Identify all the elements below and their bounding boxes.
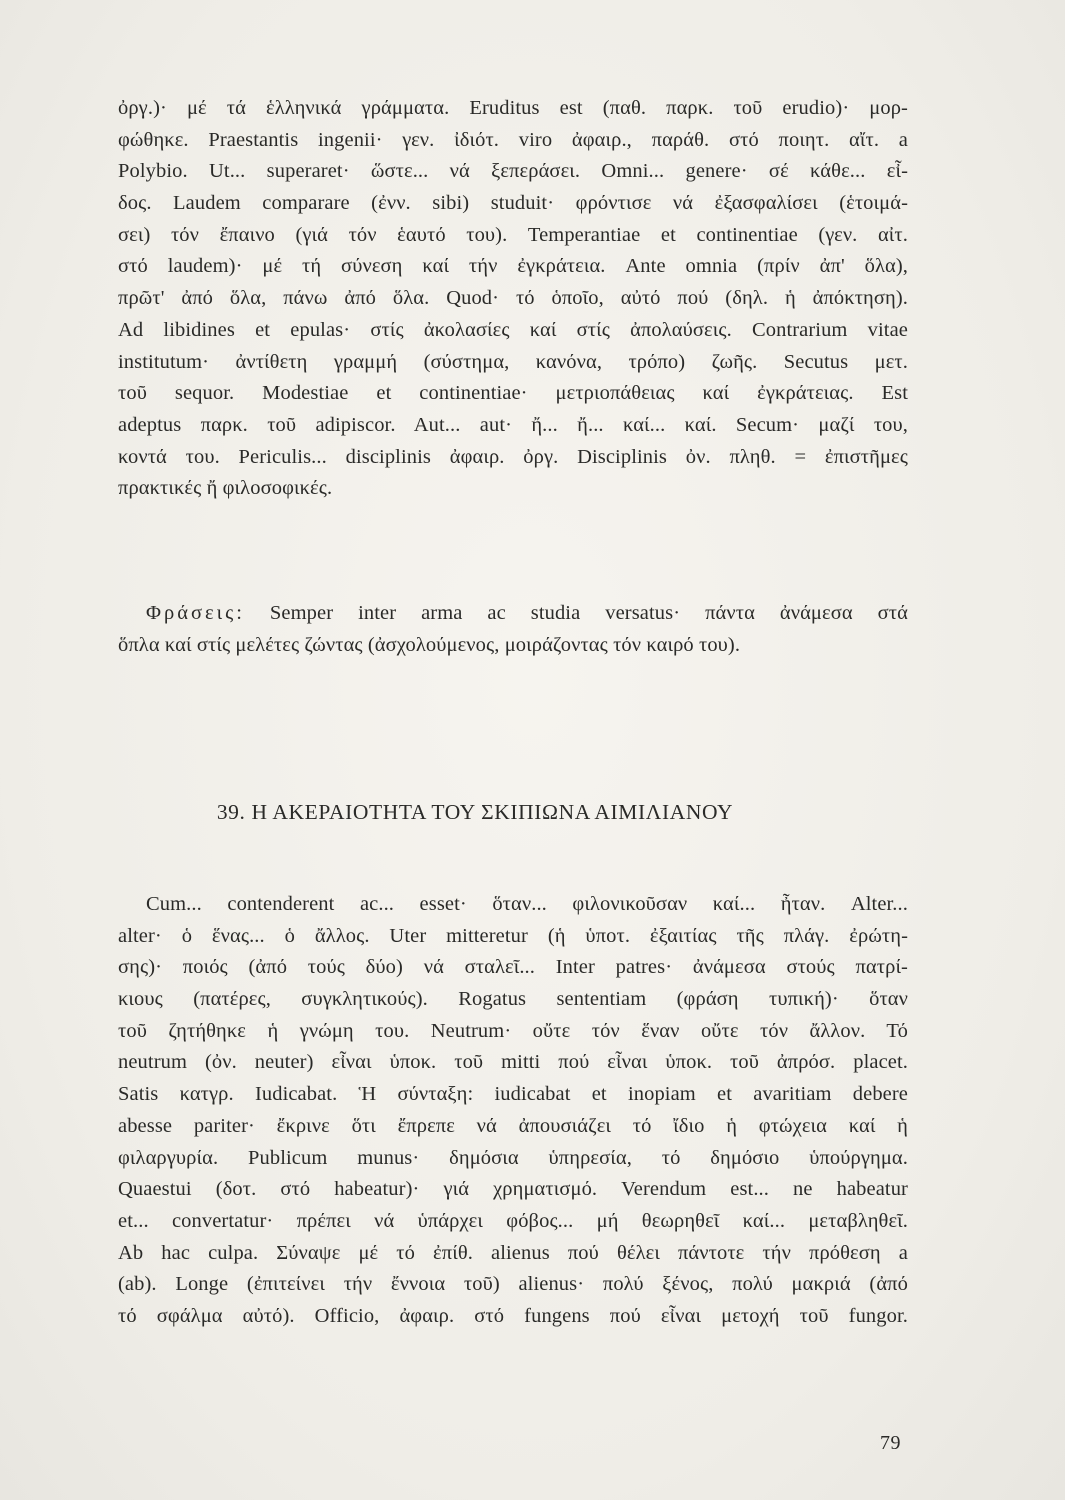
text-line: Satis κατγρ. Iudicabat. Ἡ σύνταξη: iudicabat et inopiam et avaritiam debere [118,1083,908,1106]
vocabulary-notes-ch39 [118,889,908,1333]
text-line: Ab hac culpa. Σύναψε μέ τό ἐπίθ. alienus πού θέλει πάντοτε τήν πρόθεση a [118,1241,908,1264]
phrases-first-line [118,598,908,630]
phrases-text: Semper inter arma ac studia versatus· πάντα ἀνάμεσα στά [269,602,908,624]
text-line: ὅπλα καί στίς μελέτες ζώντας (ἀσχολούμενος, μοιράζοντας τόν καιρό του). [118,633,741,656]
text-line: κοντά του. Periculis... disciplinis ἀφαιρ. ὀργ. Disciplinis ὀν. πληθ. = ἐπιστῆμες [118,445,908,468]
text-line: alter· ὁ ἕνας... ὁ ἄλλος. Uter mitteretur (ἡ ὑποτ. ἐξαιτίας τῆς πλάγ. ἐρώτη- [118,924,908,947]
text-line: πρακτικές ἤ φιλοσοφικές. [118,477,333,500]
text-line: σης)· ποιός (ἀπό τούς δύο) νά σταλεῖ... Inter patres· ἀνάμεσα στούς πατρί- [118,956,908,979]
chapter-heading: 39. Η ΑΚΕΡΑΙΟΤΗΤΑ ΤΟΥ ΣΚΙΠΙΩΝΑ ΑΙΜΙΛΙΑΝΟΥ [216,800,734,824]
text-line: τοῦ sequor. Modestiae et continentiae· μετριοπάθειας καί ἐγκράτειας. Est [118,382,908,405]
phrases-section [118,598,908,661]
text-line: τοῦ ζητήθηκε ἡ γνώμη του. Neutrum· οὔτε τόν ἕναν οὔτε τόν ἄλλον. Τό [118,1019,908,1042]
text-line: πρῶτ' ἀπό ὅλα, πάνω ἀπό ὅλα. Quod· τό ὁποῖο, αὐτό πού (δηλ. ἡ ἀπόκτηση). [118,287,908,310]
vocabulary-notes-ch38 [118,93,908,505]
text-line: institutum· ἀντίθετη γραμμή (σύστημα, κανόνα, τρόπο) ζωῆς. Secutus μετ. [118,350,908,373]
text-line: neutrum (ὀν. neuter) εἶναι ὑποκ. τοῦ mitti πού εἶναι ὑποκ. τοῦ ἀπρόσ. placet. [118,1051,908,1074]
text-line: φώθηκε. Praestantis ingenii· γεν. ἰδιότ. viro ἀφαιρ., παράθ. στό ποιητ. αἴτ. a [118,128,908,151]
text-line: στό laudem)· μέ τή σύνεση καί τήν ἐγκράτεια. Ante omnia (πρίν ἀπ' ὅλα), [118,255,908,278]
text-line: Quaestui (δοτ. στό habeatur)· γιά χρηματισμό. Verendum est... ne habeatur [118,1178,908,1201]
page-number: 79 [880,1432,901,1454]
text-line: abesse pariter· ἔκρινε ὅτι ἔπρεπε νά ἀπουσιάζει τό ἴδιο ἡ φτώχεια καί ἡ [118,1114,908,1137]
text-line: (ab). Longe (ἐπιτείνει τήν ἔννοια τοῦ) alienus· πολύ ξένος, πολύ μακριά (ἀπό [118,1273,908,1296]
text-line: Polybio. Ut... superaret· ὥστε... νά ξεπεράσει. Omni... genere· σέ κάθε... εἶ- [118,160,908,183]
text-line: σει) τόν ἔπαινο (γιά τόν ἑαυτό του). Temperantiae et continentiae (γεν. αἰτ. [118,223,908,246]
text-line: κιους (πατέρες, συγκλητικούς). Rogatus sententiam (φράση τυπική)· ὅταν [118,988,908,1011]
text-line: Cum... contenderent ac... esset· ὅταν... φιλονικοῦσαν καί... ἦταν. Alter... [146,893,908,915]
text-line: et... convertatur· πρέπει νά ὑπάρχει φόβος... μή θεωρηθεῖ καί... μεταβληθεῖ. [118,1209,908,1232]
text-line: adeptus παρκ. τοῦ adipiscor. Aut... aut· ἤ... ἤ... καί... καί. Secum· μαζί του, [118,413,908,436]
text-line: δος. Laudem comparare (ἐνν. sibi) studuit· φρόντισε νά ἐξασφαλίσει (ἑτοιμά- [118,192,908,215]
phrases-label: Φράσεις: [146,602,245,624]
text-line: Ad libidines et epulas· στίς ἀκολασίες καί στίς ἀπολαύσεις. Contrarium vitae [118,318,908,341]
text-line: ὀργ.)· μέ τά ἑλληνικά γράμματα. Eruditus est (παθ. παρκ. τοῦ erudio)· μορ- [118,97,908,119]
text-line: φιλαργυρία. Publicum munus· δημόσια ὑπηρεσία, τό δημόσιο ὑπούργημα. [118,1146,908,1169]
text-line: τό σφάλμα αὐτό). Officio, ἀφαιρ. στό fungens πού εἶναι μετοχή τοῦ fungor. [118,1304,908,1327]
